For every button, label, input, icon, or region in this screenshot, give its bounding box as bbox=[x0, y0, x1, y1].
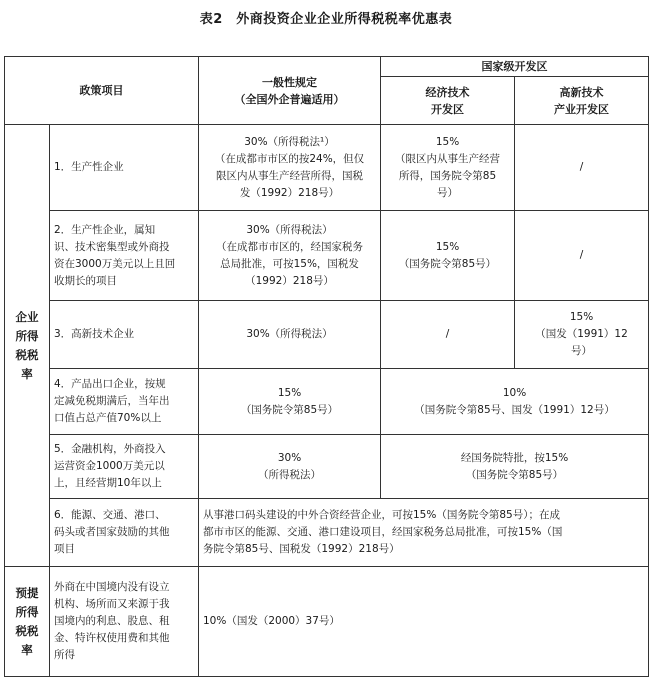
row3-econ: / bbox=[381, 301, 515, 369]
category-income-tax: 企业 所得 税税 率 bbox=[5, 125, 50, 567]
row1-general: 30%（所得税法¹） （在成都市市区的按24%，但仅 限区内从事生产经营所得，国税 发（1992）218号） bbox=[199, 125, 381, 211]
header-general-line2: （全国外企普遍适用） bbox=[234, 92, 345, 106]
withholding-item: 外商在中国境内没有设立 机构、场所而又来源于我 国境内的利息、股息、租 金、特许权使用费和其他 所得 bbox=[50, 567, 199, 677]
row5-zones: 经国务院特批，按15% （国务院令第85号） bbox=[381, 435, 649, 499]
row1-hitech: / bbox=[515, 125, 649, 211]
header-general bbox=[199, 57, 381, 125]
withholding-value: 10%（国发（2000）37号） bbox=[199, 567, 649, 677]
header-general-line1: 一般性规定 bbox=[262, 75, 317, 89]
row3-general: 30%（所得税法） bbox=[199, 301, 381, 369]
header-national-zone: 国家级开发区 bbox=[381, 57, 649, 77]
header-econ-line2: 开发区 bbox=[431, 102, 464, 116]
row2-item: 2．生产性企业，属知 识、技术密集型或外商投 资在3000万美元以上且回 收期长的项目 bbox=[50, 211, 199, 301]
header-hitech-line1: 高新技术 bbox=[559, 85, 604, 99]
row1-item: 1．生产性企业 bbox=[50, 125, 199, 211]
row6-merged: 从事港口码头建设的中外合资经营企业，可按15%（国务院令第85号）；在成 都市市区的能源、交通、港口建设项目，经国家税务总局批准，可按15%（国 务院令第85号、国税发（1992）218号） bbox=[199, 499, 649, 567]
row2-general: 30%（所得税法） （在成都市市区的，经国家税务 总局批准，可按15%，国税发 （1992）218号） bbox=[199, 211, 381, 301]
row2-hitech: / bbox=[515, 211, 649, 301]
header-econ-line1: 经济技术 bbox=[425, 85, 470, 99]
row3-item: 3．高新技术企业 bbox=[50, 301, 199, 369]
header-hitech-zone bbox=[515, 77, 649, 125]
row5-item: 5．金融机构，外商投入 运营资金1000万美元以 上，且经营期10年以上 bbox=[50, 435, 199, 499]
header-policy: 政策项目 bbox=[5, 57, 199, 125]
row2-econ: 15% （国务院令第85号） bbox=[381, 211, 515, 301]
row4-general: 15% （国务院令第85号） bbox=[199, 369, 381, 435]
row3-hitech: 15% （国发（1991）12 号） bbox=[515, 301, 649, 369]
tax-rate-table bbox=[4, 56, 649, 677]
header-econ-zone bbox=[381, 77, 515, 125]
page-title: 表2 外商投资企业企业所得税税率优惠表 bbox=[199, 12, 453, 27]
row4-zones: 10% （国务院令第85号、国发（1991）12号） bbox=[381, 369, 649, 435]
category-withholding-tax: 预提 所得 税税 率 bbox=[5, 567, 50, 677]
row1-econ: 15% （限区内从事生产经营 所得，国务院令第85 号） bbox=[381, 125, 515, 211]
row6-item: 6．能源、交通、港口、 码头或者国家鼓励的其他 项目 bbox=[50, 499, 199, 567]
header-hitech-line2: 产业开发区 bbox=[554, 102, 609, 116]
row5-general: 30% （所得税法） bbox=[199, 435, 381, 499]
row4-item: 4．产品出口企业，按规 定减免税期满后，当年出 口值占总产值70%以上 bbox=[50, 369, 199, 435]
